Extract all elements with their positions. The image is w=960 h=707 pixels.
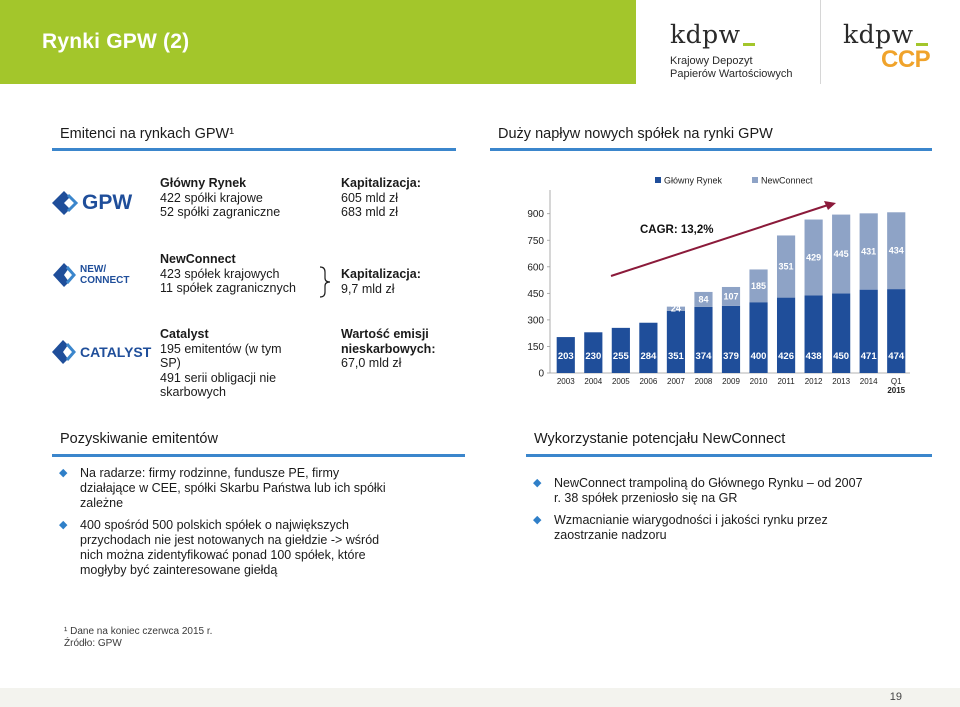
kdpw-ccp-wordmark: kdpw — [843, 20, 914, 49]
x-tick-label: 2014 — [859, 377, 878, 386]
newconnect-logo-line2: CONNECT — [80, 275, 130, 286]
bullet-item: ◆ NewConnect trampoliną do Głównego Rynku – od 2007 r. 38 spółek przeniosło się na GR — [533, 476, 863, 505]
section-rule — [490, 148, 932, 151]
x-tick-label: 2015 — [887, 386, 906, 395]
kdpw-subtitle-line2: Papierów Wartościowych — [670, 68, 793, 80]
footnote — [64, 626, 212, 650]
data-label-glowny-rynek: 203 — [557, 351, 574, 362]
market-line: 52 spółki zagraniczne — [160, 205, 281, 219]
legend-label: NewConnect — [761, 175, 813, 186]
kdpw-logo — [670, 22, 810, 88]
section-title-naplyw: Duży napływ nowych spółek na rynki GPW — [498, 126, 773, 142]
market-line: 195 emitentów (w tym — [160, 341, 282, 356]
x-tick-label: 2003 — [556, 377, 575, 386]
market-line: 11 spółek zagranicznych — [160, 281, 296, 295]
data-label-newconnect: 84 — [698, 294, 709, 305]
cap-value: 605 mld zł — [341, 190, 398, 205]
x-tick-label: 2004 — [584, 377, 603, 386]
cap-value: 67,0 mld zł — [341, 356, 402, 370]
cap-label: Kapitalizacja: — [341, 176, 421, 190]
data-label-newconnect: 431 — [861, 246, 877, 257]
legend-label: Główny Rynek — [664, 175, 723, 186]
newconnect-logo — [52, 262, 129, 288]
cap-label: Kapitalizacja: — [341, 267, 421, 281]
data-label-glowny-rynek: 255 — [612, 351, 629, 362]
cap-value: 9,7 mld zł — [341, 281, 395, 296]
y-tick-label: 450 — [527, 288, 544, 300]
data-label-newconnect: 434 — [888, 245, 904, 256]
cagr-arrow — [611, 201, 836, 276]
footer-bar — [0, 688, 960, 707]
section-rule — [526, 454, 932, 457]
gpw-logo-icon — [50, 189, 80, 217]
data-label-newconnect: 445 — [833, 248, 849, 259]
ccp-wordmark: CCP — [881, 46, 931, 73]
data-label-glowny-rynek: 400 — [750, 351, 767, 362]
newconnect-logo-line1: NEW/ — [80, 264, 107, 275]
logo-divider — [820, 0, 821, 84]
legend-swatch — [655, 177, 661, 183]
page-title: Rynki GPW (2) — [42, 30, 190, 53]
bullet-item: ◆ Na radarze: firmy rodzinne, fundusze PE, firmy działające w CEE, spółki Skarbu Państwa lub ich spółki zależne — [59, 466, 386, 510]
bullet-icon: ◆ — [533, 514, 542, 526]
x-tick-label: 2012 — [804, 377, 823, 386]
data-label-glowny-rynek: 450 — [833, 351, 850, 362]
chart-legend — [655, 176, 813, 186]
x-tick-label: 2005 — [611, 377, 630, 386]
data-label-glowny-rynek: 284 — [640, 351, 657, 362]
data-label-glowny-rynek: 379 — [723, 351, 739, 362]
cagr-arrow-line — [611, 205, 828, 276]
bar-glowny-rynek — [639, 323, 657, 373]
legend-swatch — [752, 177, 758, 183]
section-title-emitenci: Emitenci na rynkach GPW¹ — [60, 126, 235, 142]
x-tick-label: 2009 — [722, 377, 740, 386]
data-label-newconnect: 351 — [778, 261, 794, 272]
data-label-newconnect: 107 — [723, 291, 739, 302]
curly-brace-icon — [318, 266, 332, 298]
data-label-glowny-rynek: 438 — [805, 351, 822, 362]
x-tick-label: 2013 — [832, 377, 851, 386]
x-tick-label: 2006 — [639, 377, 658, 386]
data-label-newconnect: 24 — [670, 303, 681, 314]
data-label-glowny-rynek: 426 — [778, 351, 795, 362]
market-catalyst-cap — [341, 327, 435, 371]
y-tick-label: 600 — [527, 262, 544, 274]
section-title-pozyskiwanie: Pozyskiwanie emitentów — [60, 431, 218, 447]
catalyst-logo-icon — [50, 338, 78, 366]
kdpw-subtitle-line1: Krajowy Depozyt — [670, 55, 753, 67]
kdpw-wordmark: kdpw — [670, 20, 741, 49]
data-label-glowny-rynek: 474 — [888, 351, 905, 362]
bullet-list-wykorzystanie — [526, 476, 936, 550]
y-tick-label: 750 — [527, 235, 544, 247]
market-glowny — [160, 176, 280, 220]
data-label-glowny-rynek: 471 — [860, 351, 877, 362]
section-title-wykorzystanie: Wykorzystanie potencjału NewConnect — [534, 431, 786, 447]
x-tick-label: 2008 — [694, 377, 713, 386]
market-line: skarbowych — [160, 385, 226, 399]
catalyst-logo-text: CATALYST — [80, 344, 152, 360]
catalyst-logo — [50, 338, 151, 366]
market-glowny-cap — [341, 176, 421, 220]
footnote-line: ¹ Dane na koniec czerwca 2015 r. — [64, 626, 213, 637]
y-tick-label: 900 — [527, 209, 544, 221]
x-tick-label: 2007 — [667, 377, 685, 386]
cap-value: 683 mld zł — [341, 205, 398, 219]
x-tick-label: 2010 — [749, 377, 768, 386]
market-line: 423 spółek krajowych — [160, 266, 280, 281]
bullet-list-pozyskiwanie — [52, 466, 472, 585]
bar-glowny-rynek — [667, 311, 685, 373]
market-name: Catalyst — [160, 327, 209, 341]
data-label-glowny-rynek: 351 — [667, 351, 684, 362]
gpw-logo — [50, 189, 132, 217]
y-tick-label: 150 — [527, 341, 544, 353]
market-line: 491 serii obligacji nie — [160, 370, 277, 385]
market-catalyst — [160, 327, 282, 400]
cap-label: nieskarbowych: — [341, 341, 436, 356]
cap-label: Wartość emisji — [341, 327, 429, 341]
bullet-icon: ◆ — [533, 477, 542, 489]
y-tick-label: 300 — [527, 315, 544, 327]
data-label-glowny-rynek: 374 — [695, 351, 712, 362]
market-name: NewConnect — [160, 252, 236, 266]
market-line: 422 spółki krajowe — [160, 190, 263, 205]
data-label-glowny-rynek: 230 — [585, 351, 602, 362]
bullet-item: ◆ Wzmacnianie wiarygodności i jakości rynku przez zaostrzanie nadzoru — [533, 513, 828, 542]
cagr-annotation: CAGR: 13,2% — [640, 224, 714, 236]
bar-glowny-rynek — [694, 307, 712, 373]
logo-underscore — [743, 43, 755, 46]
market-name: Główny Rynek — [160, 176, 247, 190]
data-label-newconnect: 185 — [751, 280, 767, 291]
bullet-item: ◆ 400 spośród 500 polskich spółek o największych przychodach nie jest notowanych na giełdzie -> wśród nich można zidentyfikować ponad 100 spółek, które mogłyby być zainteresowane giełdą — [59, 518, 380, 577]
page-number: 19 — [889, 691, 902, 703]
bullet-icon: ◆ — [59, 467, 68, 479]
title-bar — [0, 0, 636, 84]
market-newconnect — [160, 252, 296, 296]
market-newconnect-cap — [341, 267, 421, 296]
market-line: SP) — [160, 356, 181, 370]
bullet-icon: ◆ — [59, 519, 68, 531]
section-rule — [52, 148, 456, 151]
y-tick-label: 0 — [538, 368, 544, 380]
companies-chart — [510, 168, 930, 404]
section-rule — [52, 454, 465, 457]
bar-glowny-rynek — [749, 302, 767, 373]
x-tick-label: 2011 — [777, 377, 795, 386]
bar-glowny-rynek — [722, 306, 740, 373]
data-label-newconnect: 429 — [806, 252, 822, 263]
gpw-logo-text: GPW — [82, 191, 133, 214]
footnote-source: Źródło: GPW — [64, 638, 122, 649]
newconnect-logo-icon — [52, 262, 78, 288]
kdpw-ccp-logo — [843, 22, 943, 82]
x-tick-label: Q1 — [890, 377, 902, 386]
